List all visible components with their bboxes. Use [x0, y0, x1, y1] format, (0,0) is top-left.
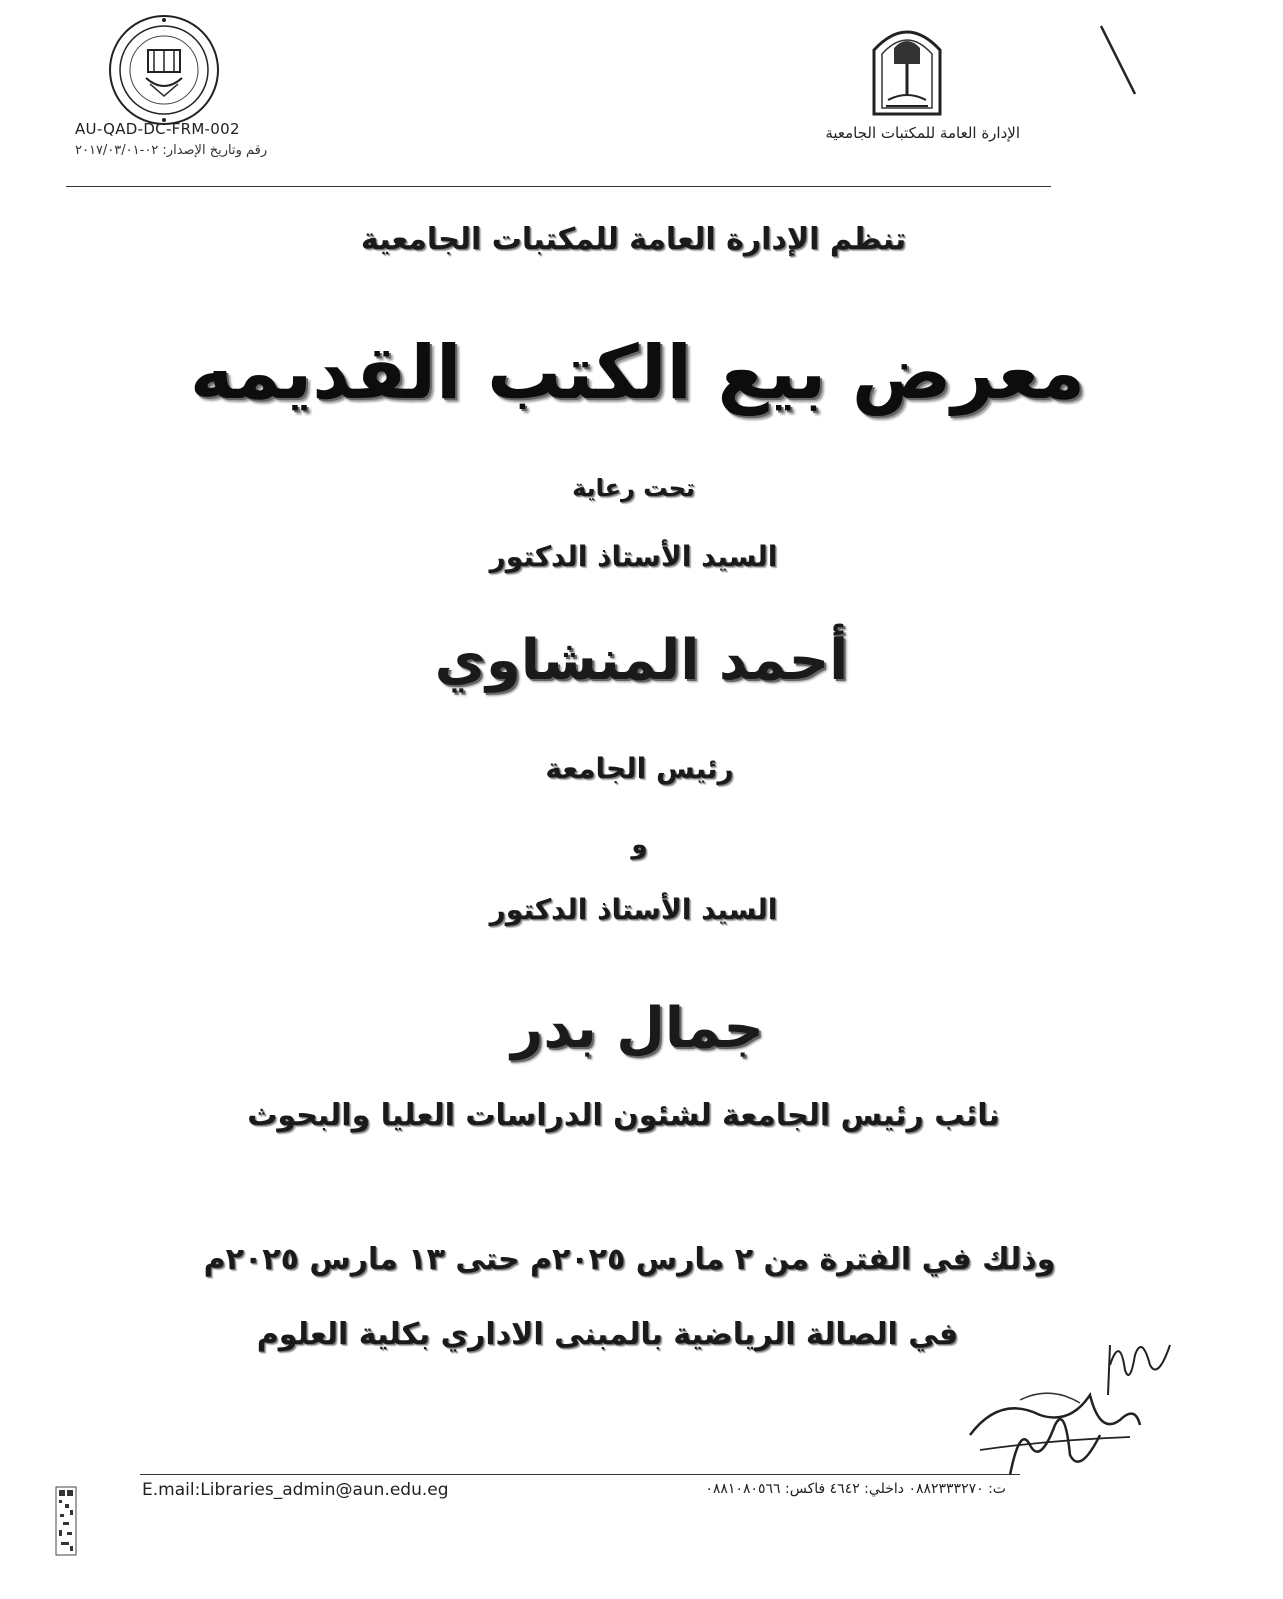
footer-email: E.mail:Libraries_admin@aun.edu.eg: [142, 1480, 449, 1500]
patron-name-1: أحمد المنشاوي: [434, 628, 849, 693]
issue-info: رقم وتاريخ الإصدار: ٠٢-٢٠١٧/٠٣/٠١: [75, 143, 268, 158]
university-seal-icon: [108, 14, 220, 126]
footer-contacts: ت: ٠٨٨٢٣٣٣٢٧٠ داخلي: ٤٦٤٢ فاكس: ٠٨٨١٠٨٠٥٦٦: [705, 1481, 1006, 1497]
patronage-line: تحت رعاية: [572, 474, 695, 502]
pen-mark-icon: [1095, 22, 1145, 102]
department-name: الإدارة العامة للمكتبات الجامعية: [825, 124, 1020, 142]
university-logo-icon: [868, 20, 946, 116]
honorific-1: السيد الأستاذ الدكتور: [489, 540, 778, 573]
header-divider: [66, 186, 1051, 187]
conjunction: و: [631, 830, 648, 860]
document-code: AU-QAD-DC-FRM-002: [75, 120, 240, 138]
patron-role-1: رئيس الجامعة: [545, 752, 734, 785]
footer-divider: [140, 1474, 1020, 1475]
handwritten-signature: [960, 1325, 1190, 1495]
qr-code-icon: [55, 1486, 77, 1556]
page-title: معرض بيع الكتب القديمه: [189, 330, 1086, 416]
patron-role-2: نائب رئيس الجامعة لشئون الدراسات العليا والبحوث: [247, 1098, 1000, 1133]
organizer-line: تنظم الإدارة العامة للمكتبات الجامعية: [360, 222, 907, 257]
event-period: وذلك في الفترة من ٢ مارس ٢٠٢٥م حتى ١٣ مارس ٢٠٢٥م: [203, 1242, 1056, 1277]
honorific-2: السيد الأستاذ الدكتور: [489, 893, 778, 926]
event-venue: في الصالة الرياضية بالمبنى الاداري بكلية العلوم: [256, 1317, 959, 1352]
patron-name-2: جمال بدر: [511, 996, 764, 1061]
